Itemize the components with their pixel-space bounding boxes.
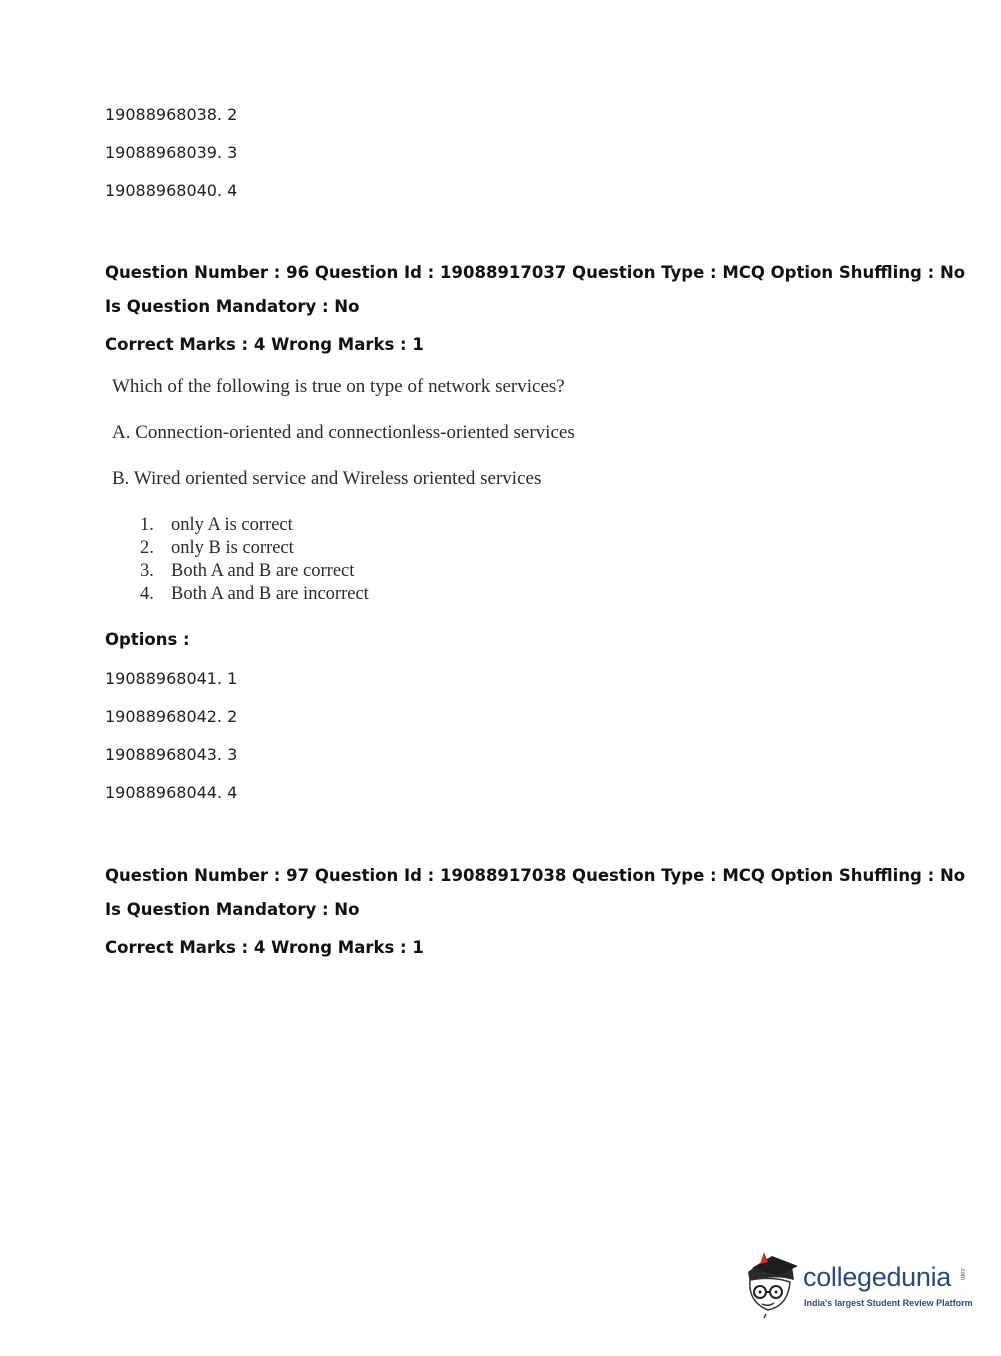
option-line: 19088968040. 4 — [105, 181, 238, 200]
choice-number: 4. — [140, 584, 154, 604]
choice-list — [140, 514, 369, 606]
choice-text: Both A and B are incorrect — [171, 584, 369, 604]
statement-a: A. Connection-oriented and connectionless-oriented services — [112, 422, 575, 443]
option-line: 19088968042. 2 — [105, 707, 238, 726]
mascot-icon — [742, 1250, 802, 1320]
question-header: Question Number : 96 Question Id : 19088917037 Question Type : MCQ Option Shuffling : No — [105, 263, 966, 282]
question-marks: Correct Marks : 4 Wrong Marks : 1 — [105, 938, 424, 957]
choice-item — [140, 514, 369, 537]
statement-b: B. Wired oriented service and Wireless oriented services — [112, 468, 542, 489]
question-text: Which of the following is true on type of network services? — [112, 376, 565, 397]
choice-text: only A is correct — [171, 515, 293, 535]
choice-text: only B is correct — [171, 538, 294, 558]
choice-item — [140, 583, 369, 606]
question-mandatory: Is Question Mandatory : No — [105, 297, 360, 316]
logo-wordmark: collegedunia — [803, 1262, 952, 1292]
collegedunia-logo — [742, 1250, 972, 1320]
choice-number: 3. — [140, 561, 154, 581]
choice-item — [140, 537, 369, 560]
option-line: 19088968044. 4 — [105, 783, 238, 802]
option-line: 19088968041. 1 — [105, 669, 238, 688]
choice-number: 1. — [140, 515, 154, 535]
option-line: 19088968043. 3 — [105, 745, 238, 764]
logo-com: .com — [959, 1267, 965, 1281]
logo-tagline: India's largest Student Review Platform — [804, 1298, 973, 1308]
choice-text: Both A and B are correct — [171, 561, 355, 581]
question-header: Question Number : 97 Question Id : 19088917038 Question Type : MCQ Option Shuffling : No — [105, 866, 966, 885]
option-line: 19088968039. 3 — [105, 143, 238, 162]
options-label: Options : — [105, 630, 190, 649]
question-marks: Correct Marks : 4 Wrong Marks : 1 — [105, 335, 424, 354]
choice-item — [140, 560, 369, 583]
option-line: 19088968038. 2 — [105, 105, 238, 124]
choice-number: 2. — [140, 538, 154, 558]
question-mandatory: Is Question Mandatory : No — [105, 900, 360, 919]
